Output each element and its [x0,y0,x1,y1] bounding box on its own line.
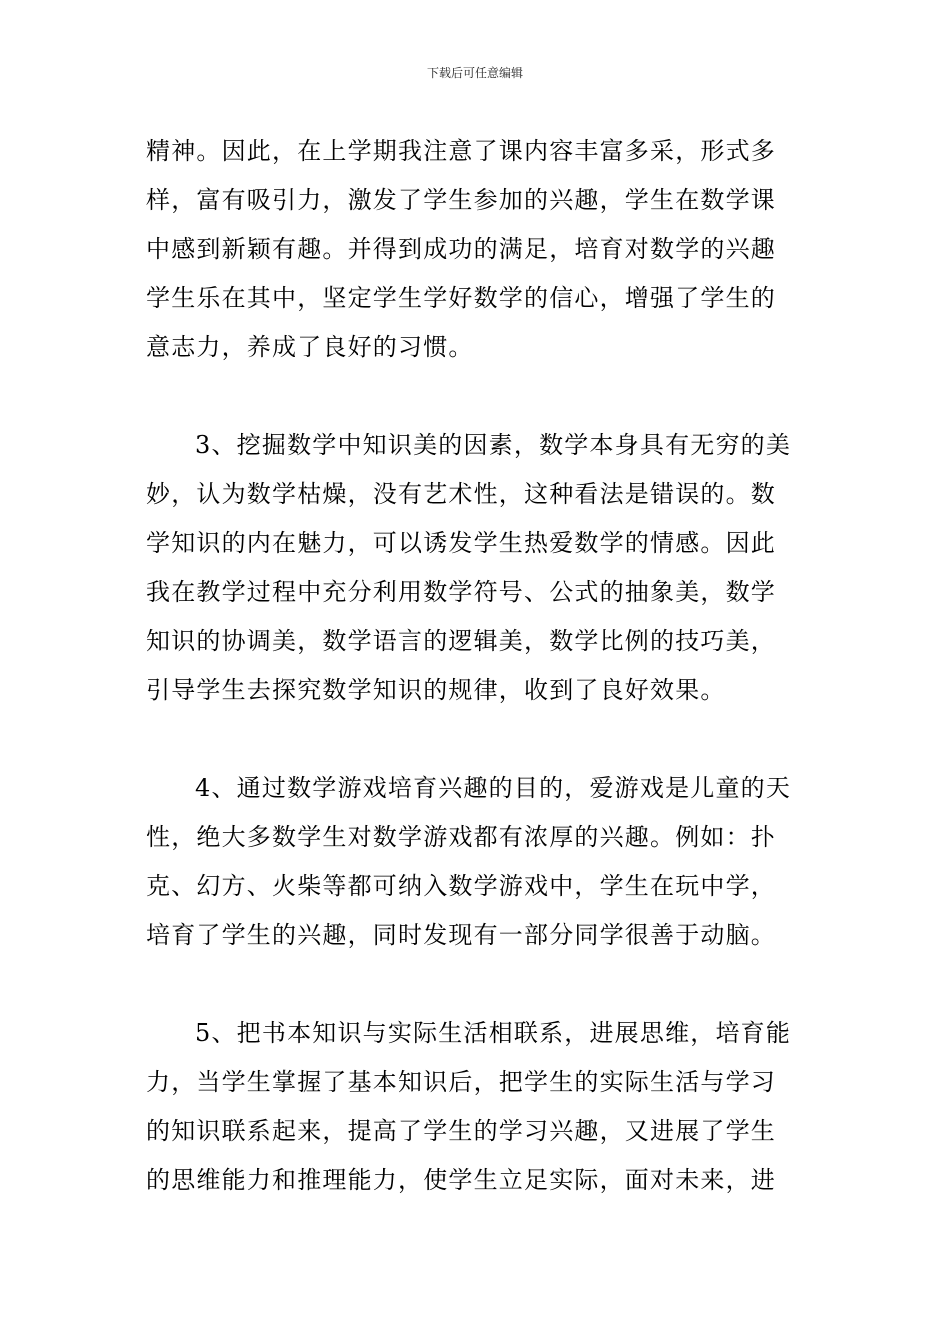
paragraph-4 [146,764,806,960]
text-line: 3、挖掘数学中知识美的因素，数学本身具有无穷的美 [195,431,792,459]
page-header: 下载后可任意编辑 [426,66,523,80]
paragraph-5 [146,1009,806,1205]
text-line: 知识的协调美，数学语言的逻辑美，数学比例的技巧美， [146,627,776,655]
text-line: 中感到新颖有趣。并得到成功的满足，培育对数学的兴趣 [146,235,776,263]
paragraph-continuation [146,127,806,372]
text-line: 性，绝大多数学生对数学游戏都有浓厚的兴趣。例如：扑 [146,823,776,851]
text-line: 的思维能力和推理能力，使学生立足实际，面对未来，进 [146,1166,776,1194]
text-line: 意志力，养成了良好的习惯。 [146,333,474,361]
text-line: 我在教学过程中充分利用数学符号、公式的抽象美，数学 [146,578,776,606]
document-body [146,127,806,1205]
text-line: 精神。因此，在上学期我注意了课内容丰富多采，形式多 [146,137,776,165]
text-line: 4、通过数学游戏培育兴趣的目的，爱游戏是儿童的天 [195,774,792,802]
text-line: 的知识联系起来，提高了学生的学习兴趣，又进展了学生 [146,1117,776,1145]
text-line: 学知识的内在魅力，可以诱发学生热爱数学的情感。因此 [146,529,776,557]
text-line: 培育了学生的兴趣，同时发现有一部分同学很善于动脑。 [146,921,776,949]
text-line: 学生乐在其中，坚定学生学好数学的信心，增强了学生的 [146,284,776,312]
paragraph-gap [146,715,806,764]
text-line: 克、幻方、火柴等都可纳入数学游戏中，学生在玩中学， [146,872,776,900]
text-line: 妙，认为数学枯燥，没有艺术性，这种看法是错误的。数 [146,480,776,508]
text-line: 样，富有吸引力，激发了学生参加的兴趣，学生在数学课 [146,186,776,214]
paragraph-3 [146,421,806,715]
text-line: 引导学生去探究数学知识的规律，收到了良好效果。 [146,676,726,704]
text-line: 力，当学生掌握了基本知识后，把学生的实际生活与学习 [146,1068,776,1096]
paragraph-gap [146,960,806,1009]
text-line: 5、把书本知识与实际生活相联系，进展思维，培育能 [195,1019,792,1047]
paragraph-gap [146,372,806,421]
